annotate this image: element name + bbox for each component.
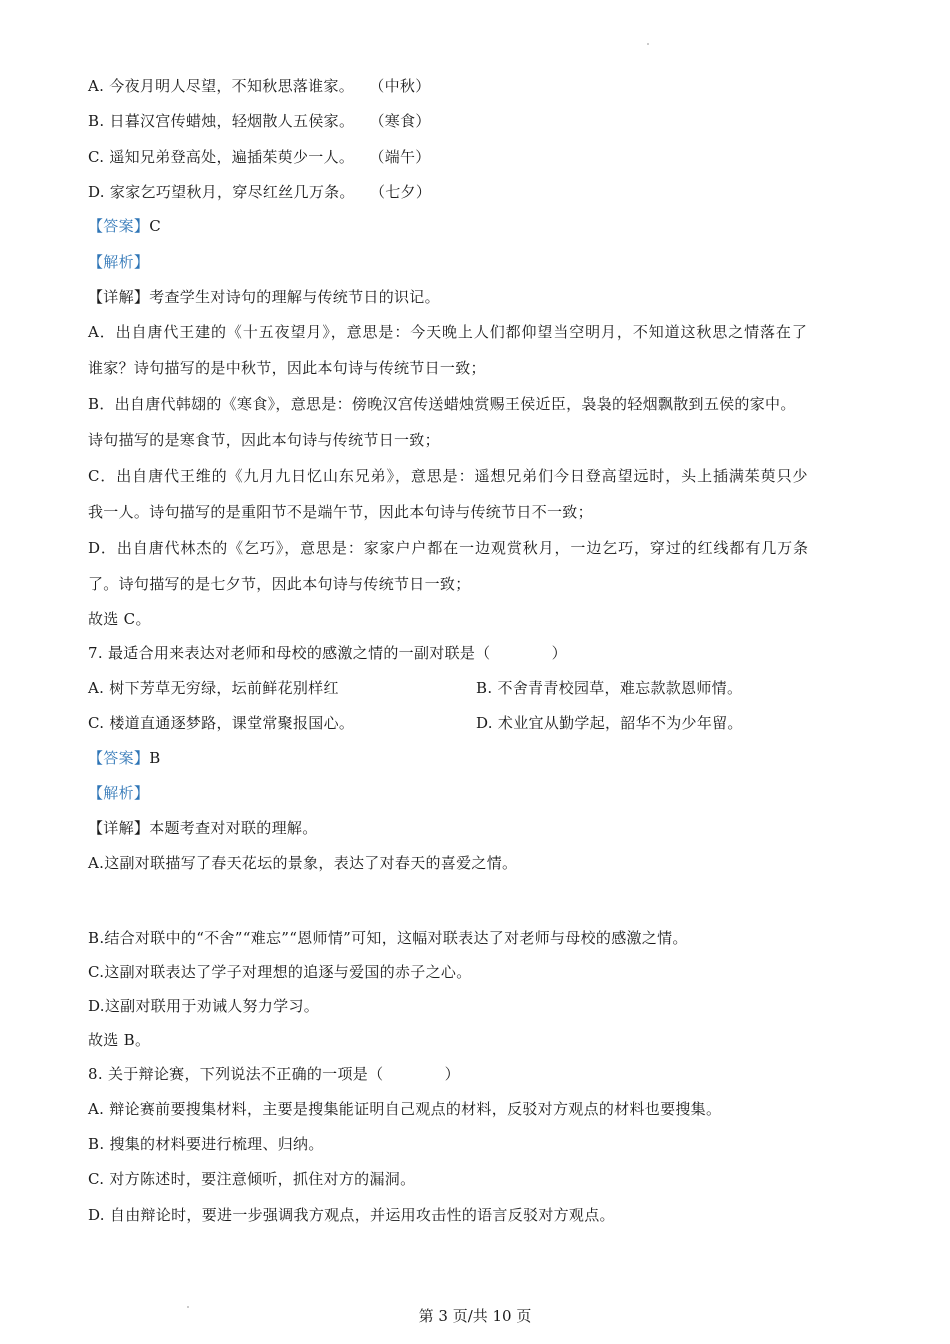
- detail-intro: 本题考查对对联的理解。: [149, 819, 318, 837]
- q6-option-b: B. 日暮汉宫传蜡烛，轻烟散人五侯家。 （寒食）: [88, 112, 431, 130]
- q7-explanation-line: B.结合对联中的“不舍”“难忘”“恩师情”可知，这幅对联表达了对老师与母校的感激之情。: [88, 929, 688, 947]
- q7-question: 7. 最适合用来表达对老师和母校的感激之情的一副对联是（ ）: [88, 644, 567, 662]
- analysis-tag: 【解析】: [88, 253, 150, 271]
- q8-option-b: B. 搜集的材料要进行梳理、归纳。: [88, 1135, 324, 1153]
- q8-question: 8. 关于辩论赛，下列说法不正确的一项是（ ）: [88, 1065, 460, 1083]
- detail-tag: 【详解】: [88, 288, 150, 306]
- q6-explanation-line: C．出自唐代王维的《九月九日忆山东兄弟》，意思是：遥想兄弟们今日登高望远时，头上插满茱萸只少: [88, 467, 809, 485]
- answer-tag: 【答案】: [88, 749, 150, 767]
- q7-explanation-line: D.这副对联用于劝诫人努力学习。: [88, 997, 320, 1015]
- answer-tag: 【答案】: [88, 217, 150, 235]
- q6-option-a: A. 今夜月明人尽望，不知秋思落谁家。 （中秋）: [88, 77, 431, 95]
- q6-analysis: [88, 252, 149, 272]
- q7-explanation-line: A.这副对联描写了春天花坛的景象，表达了对春天的喜爱之情。: [88, 854, 518, 872]
- q6-explanation-line: B．出自唐代韩翃的《寒食》，意思是：傍晚汉宫传送蜡烛赏赐王侯近臣，袅袅的轻烟飘散到五侯的家中。: [88, 395, 796, 413]
- q6-detail: [88, 287, 440, 307]
- q6-explanation-line: 诗句描写的是寒食节，因此本句诗与传统节日一致；: [88, 431, 440, 449]
- q7-option-c: C. 楼道直通逐梦路，课堂常聚报国心。: [88, 714, 355, 732]
- page-number-footer: 第 3 页/共 10 页: [418, 1307, 532, 1325]
- q6-explanation-line: 谁家？诗句描写的是中秋节，因此本句诗与传统节日一致；: [88, 359, 486, 377]
- q6-explanation-line: D．出自唐代林杰的《乞巧》，意思是：家家户户都在一边观赏秋月，一边乞巧，穿过的红线都有几万条: [88, 539, 809, 557]
- answer-value: B: [149, 749, 161, 767]
- detail-tag: 【详解】: [88, 819, 150, 837]
- scan-mark: [647, 43, 649, 45]
- q7-answer: [88, 748, 161, 768]
- q7-option-a: A. 树下芳草无穷绿，坛前鲜花别样红: [88, 679, 339, 697]
- q6-explanation-line: A．出自唐代王建的《十五夜望月》，意思是：今天晚上人们都仰望当空明月，不知道这秋思之情落在了: [88, 323, 808, 341]
- q6-explanation-line: 我一人。诗句描写的是重阳节不是端午节，因此本句诗与传统节日不一致；: [88, 503, 593, 521]
- q6-explanation-line: 了。诗句描写的是七夕节，因此本句诗与传统节日一致；: [88, 575, 471, 593]
- q6-answer: [88, 216, 161, 236]
- answer-value: C: [149, 217, 161, 235]
- q7-option-b: B. 不舍青青校园草，难忘款款恩师情。: [476, 679, 743, 697]
- q7-explanation-line: C.这副对联表达了学子对理想的追逐与爱国的赤子之心。: [88, 963, 472, 981]
- q6-conclusion: 故选 C。: [88, 610, 151, 628]
- q7-analysis: [88, 783, 149, 803]
- q8-option-d: D. 自由辩论时，要进一步强调我方观点，并运用攻击性的语言反驳对方观点。: [88, 1206, 615, 1224]
- analysis-tag: 【解析】: [88, 784, 150, 802]
- q6-option-d: D. 家家乞巧望秋月，穿尽红丝几万条。 （七夕）: [88, 183, 432, 201]
- q7-option-d: D. 术业宜从勤学起，韶华不为少年留。: [476, 714, 743, 732]
- q6-option-c: C. 遥知兄弟登高处，遍插茱萸少一人。 （端午）: [88, 148, 431, 166]
- detail-intro: 考查学生对诗句的理解与传统节日的识记。: [149, 288, 440, 306]
- q8-option-c: C. 对方陈述时，要注意倾听，抓住对方的漏洞。: [88, 1170, 416, 1188]
- q8-option-a: A. 辩论赛前要搜集材料，主要是搜集能证明自己观点的材料，反驳对方观点的材料也要搜集。: [88, 1100, 722, 1118]
- q7-conclusion: 故选 B。: [88, 1031, 151, 1049]
- q7-detail: [88, 818, 318, 838]
